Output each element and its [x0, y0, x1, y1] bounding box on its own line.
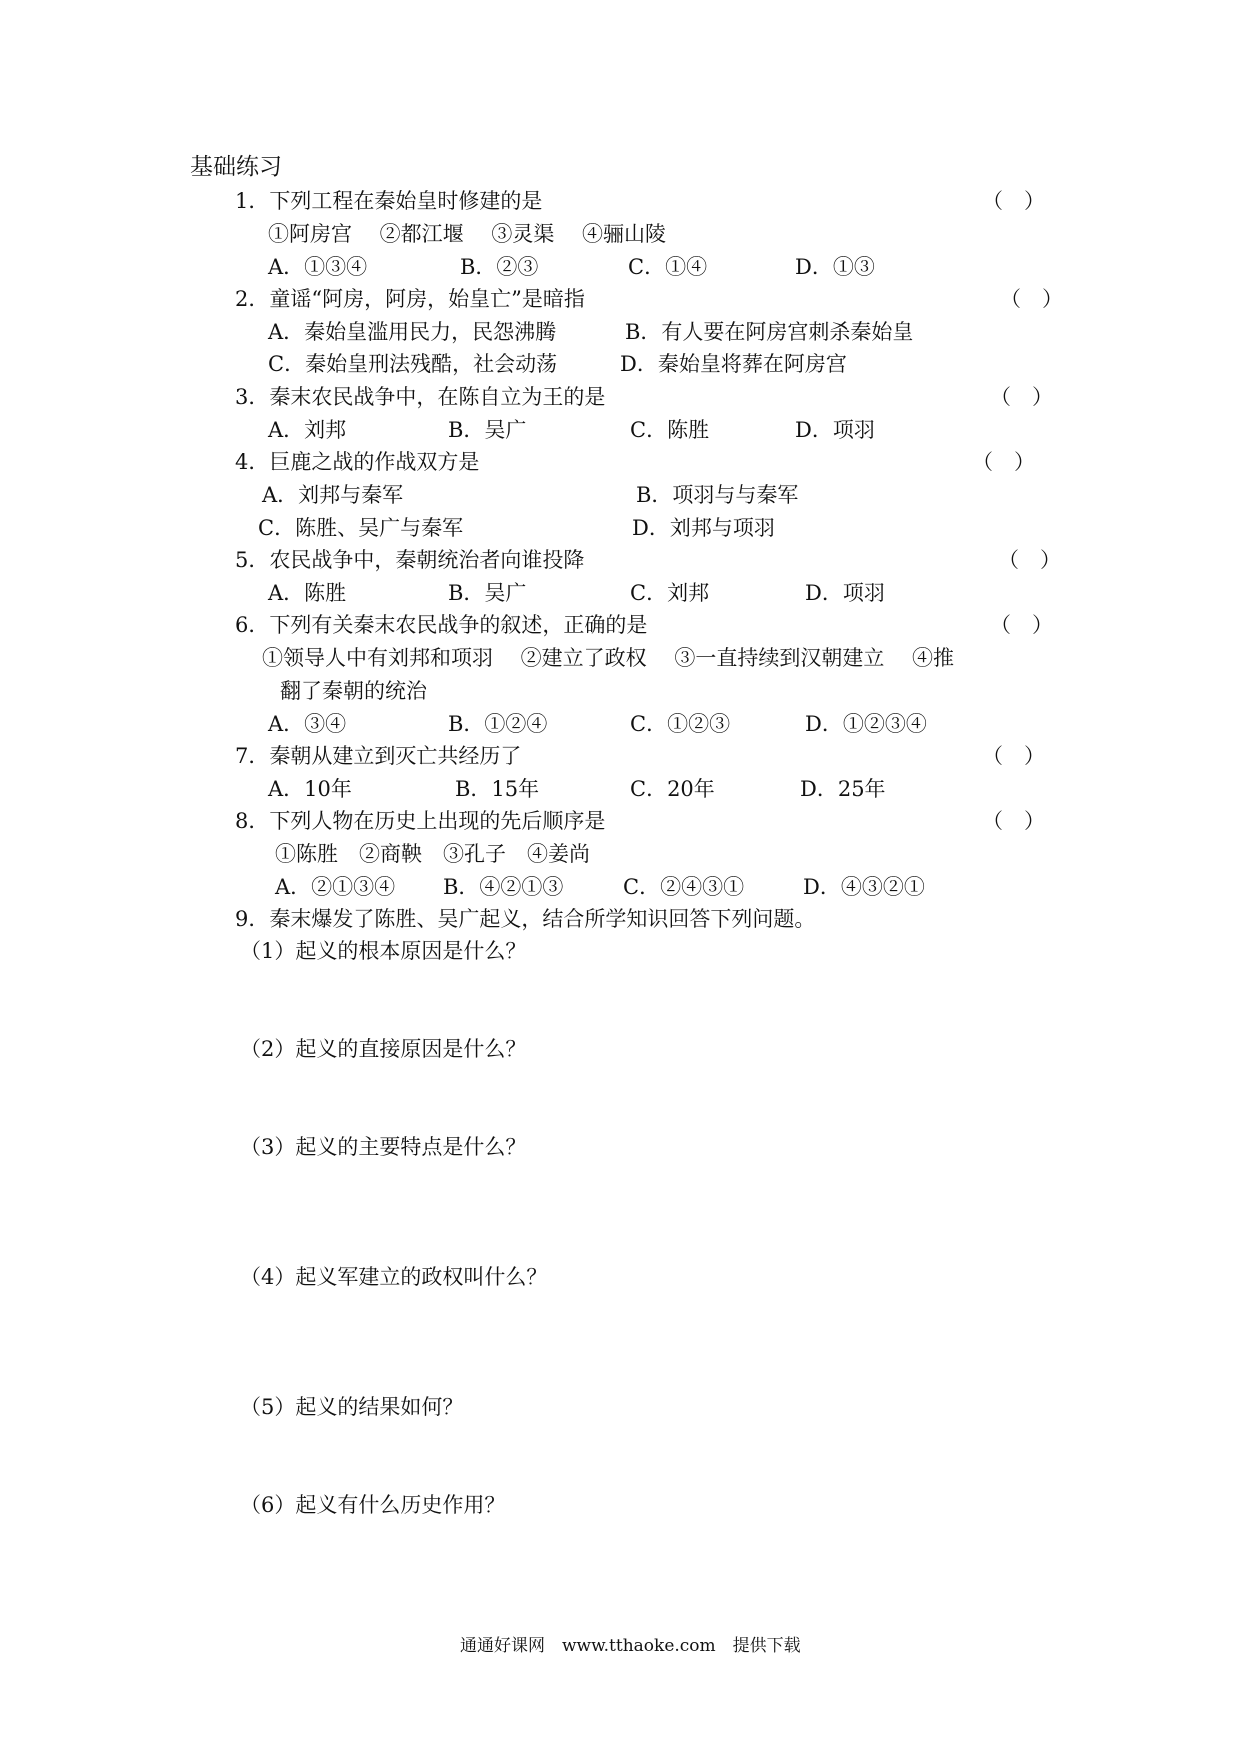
q5-option-b: B．吴广	[448, 581, 527, 605]
q6-stem: 6．下列有关秦末农民战争的叙述，正确的是	[235, 613, 648, 637]
q5-stem: 5．农民战争中，秦朝统治者向谁投降	[235, 548, 585, 572]
section-title: 基础练习	[190, 154, 282, 180]
page-footer: 通通好课网 www.tthaoke.com 提供下载	[460, 1636, 801, 1656]
q4-answer-paren: （ ）	[972, 450, 1035, 474]
q3-option-a: A．刘邦	[268, 418, 347, 442]
q4-option-a: A．刘邦与秦军	[262, 483, 404, 507]
q7-answer-paren: （ ）	[982, 744, 1045, 768]
q1-option-d: D．①③	[795, 255, 875, 279]
q8-option-a: A．②①③④	[275, 875, 396, 899]
q2-answer-paren: （ ）	[1000, 287, 1063, 311]
q6-option-b: B．①②④	[448, 712, 548, 736]
q7-stem: 7．秦朝从建立到灭亡共经历了	[235, 744, 522, 768]
q9-sub-5: （5）起义的结果如何？	[240, 1395, 464, 1419]
q6-option-a: A．③④	[268, 712, 347, 736]
q8-answer-paren: （ ）	[982, 809, 1045, 833]
q6-items-line1: ①领导人中有刘邦和项羽 ②建立了政权 ③一直持续到汉朝建立 ④推	[262, 646, 955, 670]
q8-stem: 8．下列人物在历史上出现的先后顺序是	[235, 809, 606, 833]
q1-items: ①阿房宫 ②都江堰 ③灵渠 ④骊山陵	[268, 222, 667, 246]
q3-stem: 3．秦末农民战争中，在陈自立为王的是	[235, 385, 606, 409]
q5-option-d: D．项羽	[805, 581, 885, 605]
q7-option-b: B．15年	[455, 777, 540, 801]
q6-answer-paren: （ ）	[990, 613, 1053, 637]
q9-sub-6: （6）起义有什么历史作用？	[240, 1493, 506, 1517]
q5-option-a: A．陈胜	[268, 581, 347, 605]
q2-option-c: C．秦始皇刑法残酷，社会动荡	[268, 352, 558, 376]
q4-option-b: B．项羽与与秦军	[636, 483, 799, 507]
q7-option-d: D．25年	[800, 777, 886, 801]
q1-stem: 1．下列工程在秦始皇时修建的是	[235, 189, 543, 213]
q9-sub-4: （4）起义军建立的政权叫什么？	[240, 1265, 548, 1289]
q8-option-b: B．④②①③	[443, 875, 564, 899]
q1-option-b: B．②③	[460, 255, 539, 279]
q6-items-line2: 翻了秦朝的统治	[280, 679, 427, 703]
q5-answer-paren: （ ）	[998, 548, 1061, 572]
q8-option-d: D．④③②①	[803, 875, 925, 899]
q2-option-d: D．秦始皇将葬在阿房宫	[620, 352, 847, 376]
q3-option-d: D．项羽	[795, 418, 875, 442]
q4-option-d: D．刘邦与项羽	[632, 516, 775, 540]
q3-option-b: B．吴广	[448, 418, 527, 442]
q2-option-b: B．有人要在阿房宫刺杀秦始皇	[625, 320, 914, 344]
q2-option-a: A．秦始皇滥用民力，民怨沸腾	[268, 320, 557, 344]
q4-option-c: C．陈胜、吴广与秦军	[258, 516, 464, 540]
q1-option-c: C．①④	[628, 255, 708, 279]
q9-sub-2: （2）起义的直接原因是什么？	[240, 1037, 527, 1061]
q5-option-c: C．刘邦	[630, 581, 710, 605]
q3-option-c: C．陈胜	[630, 418, 710, 442]
q3-answer-paren: （ ）	[990, 385, 1053, 409]
q7-option-c: C．20年	[630, 777, 715, 801]
q7-option-a: A．10年	[268, 777, 352, 801]
q9-sub-1: （1）起义的根本原因是什么？	[240, 939, 527, 963]
q9-stem: 9．秦末爆发了陈胜、吴广起义，结合所学知识回答下列问题。	[235, 907, 816, 931]
q2-stem: 2．童谣“阿房，阿房，始皇亡”是暗指	[235, 287, 585, 311]
q6-option-d: D．①②③④	[805, 712, 927, 736]
q1-answer-paren: （ ）	[982, 189, 1045, 213]
q4-stem: 4．巨鹿之战的作战双方是	[235, 450, 480, 474]
q9-sub-3: （3）起义的主要特点是什么？	[240, 1135, 527, 1159]
q8-option-c: C．②④③①	[623, 875, 745, 899]
q1-option-a: A．①③④	[268, 255, 368, 279]
q8-items: ①陈胜 ②商鞅 ③孔子 ④姜尚	[275, 842, 590, 866]
q6-option-c: C．①②③	[630, 712, 731, 736]
